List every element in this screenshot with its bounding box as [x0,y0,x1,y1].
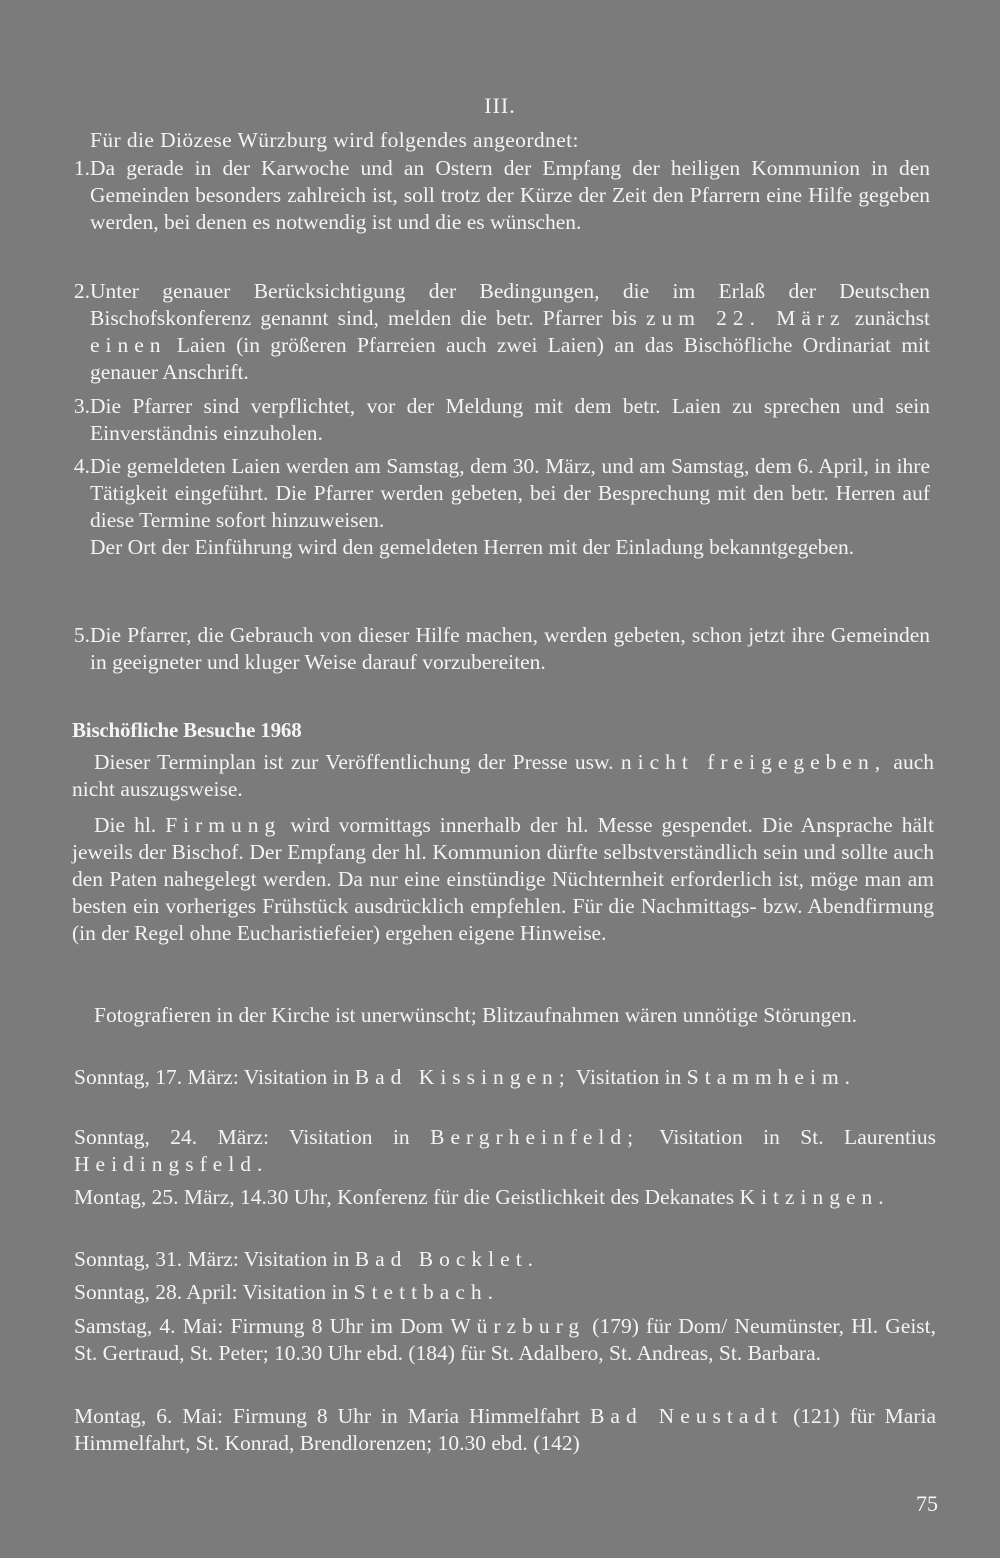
paragraph-photography: Fotografieren in der Kirche ist unerwünscht; Blitzaufnahmen wären unnötige Störungen. [94,1003,858,1027]
item-number: 1. [73,156,90,180]
paragraph-confirmation: Die hl. Firmung wird vormittags innerhalb der hl. Messe gespendet. Die Ansprache hält jeweils der Bischof. Der Empfang der hl. Kommunion dürfte selbstverständlich sein und sollte auch den Paten nahegelegt werden. Da nur eine einstündige Nüchternheit erforderlich ist, möge man am besten ein vorheriges Frühstück ausdrücklich empfehlen. Für die Nachmittags- bzw. Abendfirmung (in der Regel ohne Eucharistiefeier) ergehen eigene Hinweise. [72,813,934,945]
intro-text: Für die Diözese Würzburg wird folgendes angeordnet: [90,128,579,152]
visit-entry: Sonntag, 28. April: Visitation in Stettbach. [74,1280,500,1304]
item-number: 2. [73,279,90,303]
paragraph-publication-notice: Dieser Terminplan ist zur Veröffentlichung der Presse usw. nicht freigegeben, auch nicht auszugsweise. [72,750,935,801]
visit-entry: Sonntag, 24. März: Visitation in Bergrheinfeld; Visitation in St. Laurentius Heidingsfeld. [74,1125,937,1176]
item-text: Die Pfarrer sind verpflichtet, vor der Meldung mit dem betr. Laien zu sprechen und sein Einverständnis einzuholen. [90,394,930,445]
list-item-2 [60,278,930,386]
list-item-1 [60,155,930,236]
list-item-5 [60,622,930,676]
visit-entry: Montag, 25. März, 14.30 Uhr, Konferenz für die Geistlichkeit des Dekanates Kitzingen. [74,1185,890,1209]
item-text: Die gemeldeten Laien werden am Samstag, dem 30. März, und am Samstag, dem 6. April, in ihre Tätigkeit eingeführt. Die Pfarrer werden gebeten, bei der Besprechung mit den betr. Herren auf diese Termine sofort hinzuweisen. Der Ort der Einführung wird den gemeldeten Herren mit der Einladung bekanntgegeben. [90,454,930,559]
section-number: III. [484,93,516,118]
item-number: 5. [73,623,90,647]
list-item-3 [60,393,930,447]
visit-entry: Montag, 6. Mai: Firmung 8 Uhr in Maria Himmelfahrt Bad Neustadt (121) für Maria Himmelfahrt, St. Konrad, Brendlorenzen; 10.30 ebd. (142) [74,1404,936,1455]
page-number: 75 [916,1491,938,1516]
section-heading: Bischöfliche Besuche 1968 [72,718,302,742]
item-text: Die Pfarrer, die Gebrauch von dieser Hilfe machen, werden gebeten, schon jetzt ihre Gemeinden in geeigneter und kluger Weise darauf vorzubereiten. [90,623,930,674]
item-text: Da gerade in der Karwoche und an Ostern der Empfang der heiligen Kommunion in den Gemeinden besonders zahlreich ist, soll trotz der Kürze der Zeit den Pfarrern eine Hilfe gegeben werden, bei denen es notwendig ist und die es wünschen. [90,156,930,234]
item-number: 4. [73,454,90,478]
visit-entry: Sonntag, 31. März: Visitation in Bad Bocklet. [74,1247,540,1271]
visit-entry: Samstag, 4. Mai: Firmung 8 Uhr im Dom Würzburg (179) für Dom/ Neumünster, Hl. Geist, St. Gertraud, St. Peter; 10.30 Uhr ebd. (184) für St. Adalbero, St. Andreas, St. Barbara. [74,1314,937,1365]
visit-entry: Sonntag, 17. März: Visitation in Bad Kissingen; Visitation in Stammheim. [74,1065,857,1089]
item-text: Unter genauer Berücksichtigung der Bedingungen, die im Erlaß der Deutschen Bischofskonferenz genannt sind, melden die betr. Pfarrer bis zum 22. März zunächst einen Laien (in größeren Pfarreien auch zwei Laien) an das Bischöfliche Ordinariat mit genauer Anschrift. [90,279,931,384]
item-number: 3. [73,394,90,418]
list-item-4 [60,453,930,561]
